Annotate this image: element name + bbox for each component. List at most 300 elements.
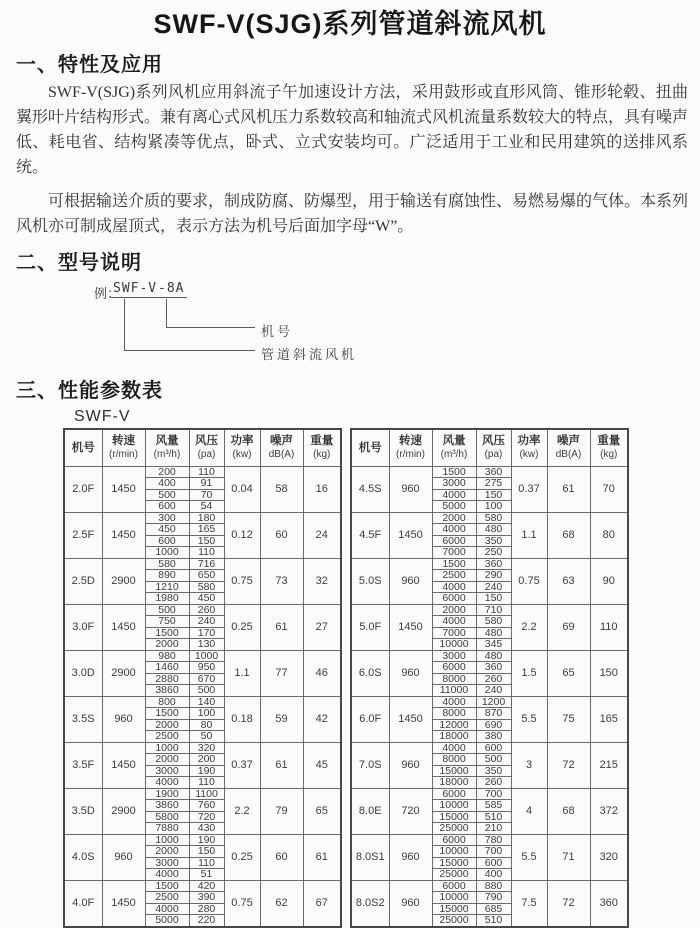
- col-header-speed: 转速 (r/min): [102, 429, 145, 466]
- power-cell: 0.25: [224, 604, 260, 650]
- features-paragraph-1: SWF-V(SJG)系列风机应用斜流子午加速设计方法，采用鼓形或直形风筒、锥形轮毂、扭曲翼形叶片结构形式。兼有离心式风机压力系数较高和轴流式风机流量系数较大的特点，具有噪声低、耗电省、结构紧凑等优点，卧式、立式安装均可。广泛适用于工业和民用建筑的送排风系统。: [16, 84, 689, 176]
- table-row: [64, 880, 341, 892]
- speed-cell: 960: [389, 558, 432, 604]
- pressure-cell: 360: [476, 466, 511, 478]
- pressure-cell: 360: [476, 662, 511, 674]
- pressure-cell: 240: [476, 685, 511, 697]
- pressure-cell: 140: [189, 696, 224, 708]
- section-heading-model: 二、型号说明: [16, 252, 142, 274]
- pressure-cell: 360: [476, 558, 511, 570]
- flow-cell: 1500: [145, 627, 189, 639]
- weight-cell: 42: [303, 696, 341, 742]
- flow-cell: 1210: [145, 581, 189, 593]
- pressure-cell: 430: [189, 823, 224, 835]
- flow-cell: 6000: [432, 788, 476, 800]
- speed-cell: 1450: [102, 604, 145, 650]
- speed-cell: 960: [389, 834, 432, 880]
- pressure-cell: 390: [189, 892, 224, 904]
- power-cell: 1.5: [511, 650, 547, 696]
- flow-cell: 7880: [145, 823, 189, 835]
- pressure-cell: 1100: [189, 788, 224, 800]
- flow-cell: 3000: [432, 478, 476, 490]
- power-cell: 5.5: [511, 834, 547, 880]
- flow-cell: 15000: [432, 811, 476, 823]
- flow-cell: 4000: [432, 524, 476, 536]
- weight-cell: 360: [590, 880, 628, 927]
- features-paragraph-2: 可根据输送介质的要求，制成防腐、防爆型，用于输送有腐蚀性、易燃易爆的气体。本系列风机亦可制成屋顶式，表示方法为机号后面加字母“W”。: [16, 193, 689, 235]
- model-cell: 4.5S: [351, 466, 389, 512]
- pressure-cell: 600: [476, 742, 511, 754]
- noise-cell: 60: [260, 512, 303, 558]
- pressure-cell: 760: [189, 800, 224, 812]
- pressure-cell: 70: [189, 489, 224, 501]
- flow-cell: 15000: [432, 765, 476, 777]
- table-row: [64, 696, 341, 708]
- noise-cell: 75: [547, 696, 590, 742]
- noise-cell: 60: [260, 834, 303, 880]
- table-row: [351, 834, 628, 846]
- flow-cell: 25000: [432, 823, 476, 835]
- model-cell: 6.0F: [351, 696, 389, 742]
- flow-cell: 890: [145, 570, 189, 582]
- pressure-cell: 250: [476, 547, 511, 559]
- flow-cell: 2000: [145, 846, 189, 858]
- pressure-cell: 54: [189, 501, 224, 513]
- pressure-cell: 580: [476, 616, 511, 628]
- power-cell: 2.2: [511, 604, 547, 650]
- flow-cell: 5000: [432, 501, 476, 513]
- power-cell: 0.75: [224, 880, 260, 927]
- table-row: [351, 512, 628, 524]
- flow-cell: 6000: [432, 662, 476, 674]
- flow-cell: 6000: [432, 593, 476, 605]
- model-cell: 7.0S: [351, 742, 389, 788]
- noise-cell: 73: [260, 558, 303, 604]
- speed-cell: 720: [389, 788, 432, 834]
- flow-cell: 5000: [145, 915, 189, 927]
- weight-cell: 67: [303, 880, 341, 927]
- pressure-cell: 580: [476, 512, 511, 524]
- model-cell: 3.0F: [64, 604, 102, 650]
- flow-cell: 10000: [432, 639, 476, 651]
- flow-cell: 1500: [432, 466, 476, 478]
- noise-cell: 58: [260, 466, 303, 512]
- pressure-cell: 450: [189, 593, 224, 605]
- flow-cell: 750: [145, 616, 189, 628]
- flow-cell: 1000: [145, 547, 189, 559]
- flow-cell: 4000: [432, 742, 476, 754]
- power-cell: 4: [511, 788, 547, 834]
- col-header-pressure: 风压 (pa): [189, 429, 224, 466]
- pressure-cell: 700: [476, 846, 511, 858]
- flow-cell: 400: [145, 478, 189, 490]
- speed-cell: 1450: [102, 880, 145, 927]
- power-cell: 0.04: [224, 466, 260, 512]
- performance-table-label: SWF-V: [74, 408, 131, 425]
- pressure-cell: 510: [476, 915, 511, 927]
- pressure-cell: 716: [189, 558, 224, 570]
- noise-cell: 62: [260, 880, 303, 927]
- pressure-cell: 260: [476, 673, 511, 685]
- flow-cell: 3000: [145, 765, 189, 777]
- model-code-diagram: [0, 279, 700, 367]
- speed-cell: 960: [389, 650, 432, 696]
- performance-tables: [63, 428, 700, 928]
- col-header-pressure: 风压 (pa): [476, 429, 511, 466]
- flow-cell: 3000: [145, 857, 189, 869]
- pressure-cell: 150: [476, 489, 511, 501]
- pressure-cell: 700: [476, 788, 511, 800]
- table-row: [351, 788, 628, 800]
- pressure-cell: 275: [476, 478, 511, 490]
- table-row: [64, 788, 341, 800]
- model-cell: 8.0S2: [351, 880, 389, 927]
- flow-cell: 450: [145, 524, 189, 536]
- noise-cell: 71: [547, 834, 590, 880]
- table-row: [64, 650, 341, 662]
- noise-cell: 68: [547, 788, 590, 834]
- flow-cell: 4000: [145, 777, 189, 789]
- pressure-cell: 110: [189, 466, 224, 478]
- flow-cell: 4000: [145, 903, 189, 915]
- power-cell: 0.37: [511, 466, 547, 512]
- col-header-flow: 风量 (m³/h): [145, 429, 189, 466]
- pressure-cell: 150: [189, 535, 224, 547]
- noise-cell: 61: [260, 742, 303, 788]
- col-header-weight: 重量 (kg): [303, 429, 341, 466]
- speed-cell: 960: [102, 834, 145, 880]
- col-header-power: 功率 (kw): [224, 429, 260, 466]
- flow-cell: 10000: [432, 892, 476, 904]
- pressure-cell: 190: [189, 834, 224, 846]
- flow-cell: 1000: [145, 834, 189, 846]
- weight-cell: 70: [590, 466, 628, 512]
- weight-cell: 16: [303, 466, 341, 512]
- speed-cell: 2900: [102, 650, 145, 696]
- table-row: [64, 512, 341, 524]
- pressure-cell: 260: [476, 777, 511, 789]
- flow-cell: 6000: [432, 834, 476, 846]
- flow-cell: 1460: [145, 662, 189, 674]
- weight-cell: 372: [590, 788, 628, 834]
- weight-cell: 46: [303, 650, 341, 696]
- pressure-cell: 480: [476, 627, 511, 639]
- model-cell: 8.0E: [351, 788, 389, 834]
- col-header-model: 机号: [351, 429, 389, 466]
- flow-cell: 1500: [145, 880, 189, 892]
- pressure-cell: 110: [189, 857, 224, 869]
- power-cell: 1.1: [511, 512, 547, 558]
- flow-cell: 7000: [432, 547, 476, 559]
- flow-cell: 6000: [432, 535, 476, 547]
- pressure-cell: 260: [189, 604, 224, 616]
- pressure-cell: 170: [189, 627, 224, 639]
- speed-cell: 1450: [102, 466, 145, 512]
- pressure-cell: 600: [476, 857, 511, 869]
- power-cell: 3: [511, 742, 547, 788]
- model-cell: 8.0S1: [351, 834, 389, 880]
- noise-cell: 72: [547, 742, 590, 788]
- power-cell: 2.2: [224, 788, 260, 834]
- weight-cell: 320: [590, 834, 628, 880]
- flow-cell: 580: [145, 558, 189, 570]
- col-header-noise: 噪声 dB(A): [547, 429, 590, 466]
- weight-cell: 110: [590, 604, 628, 650]
- power-cell: 0.12: [224, 512, 260, 558]
- power-cell: 0.18: [224, 696, 260, 742]
- flow-cell: 18000: [432, 777, 476, 789]
- flow-cell: 2500: [145, 731, 189, 743]
- speed-cell: 2900: [102, 788, 145, 834]
- pressure-cell: 150: [476, 593, 511, 605]
- callout-label-series: 管道斜流风机: [261, 347, 358, 362]
- pressure-cell: 280: [189, 903, 224, 915]
- pressure-cell: 580: [189, 581, 224, 593]
- flow-cell: 980: [145, 650, 189, 662]
- model-example-label: 例：: [94, 286, 121, 301]
- pressure-cell: 91: [189, 478, 224, 490]
- flow-cell: 500: [145, 489, 189, 501]
- pressure-cell: 650: [189, 570, 224, 582]
- col-header-flow: 风量 (m³/h): [432, 429, 476, 466]
- pressure-cell: 690: [476, 719, 511, 731]
- pressure-cell: 420: [189, 880, 224, 892]
- pressure-cell: 130: [189, 639, 224, 651]
- noise-cell: 65: [547, 650, 590, 696]
- model-cell: 6.0S: [351, 650, 389, 696]
- model-cell: 2.5F: [64, 512, 102, 558]
- col-header-noise: 噪声 dB(A): [260, 429, 303, 466]
- noise-cell: 77: [260, 650, 303, 696]
- flow-cell: 10000: [432, 800, 476, 812]
- callout-label-size: 机号: [261, 324, 294, 339]
- pressure-cell: 345: [476, 639, 511, 651]
- pressure-cell: 480: [476, 524, 511, 536]
- pressure-cell: 870: [476, 708, 511, 720]
- pressure-cell: 720: [189, 811, 224, 823]
- pressure-cell: 585: [476, 800, 511, 812]
- pressure-cell: 110: [189, 777, 224, 789]
- flow-cell: 300: [145, 512, 189, 524]
- flow-cell: 4000: [432, 489, 476, 501]
- table-row: [64, 742, 341, 754]
- pressure-cell: 165: [189, 524, 224, 536]
- pressure-cell: 1200: [476, 696, 511, 708]
- flow-cell: 2500: [432, 570, 476, 582]
- model-cell: 5.0S: [351, 558, 389, 604]
- flow-cell: 8000: [432, 754, 476, 766]
- col-header-weight: 重量 (kg): [590, 429, 628, 466]
- pressure-cell: 100: [476, 501, 511, 513]
- flow-cell: 25000: [432, 869, 476, 881]
- pressure-cell: 780: [476, 834, 511, 846]
- weight-cell: 150: [590, 650, 628, 696]
- weight-cell: 32: [303, 558, 341, 604]
- model-size-code: -8A: [155, 281, 187, 298]
- pressure-cell: 880: [476, 880, 511, 892]
- model-cell: 4.5F: [351, 512, 389, 558]
- col-header-speed: 转速 (r/min): [389, 429, 432, 466]
- table-row: [351, 696, 628, 708]
- flow-cell: 18000: [432, 731, 476, 743]
- pressure-cell: 685: [476, 903, 511, 915]
- table-row: [351, 466, 628, 478]
- noise-cell: 59: [260, 696, 303, 742]
- power-cell: 7.5: [511, 880, 547, 927]
- weight-cell: 90: [590, 558, 628, 604]
- speed-cell: 1450: [102, 742, 145, 788]
- noise-cell: 68: [547, 512, 590, 558]
- model-cell: 3.5F: [64, 742, 102, 788]
- pressure-cell: 500: [476, 754, 511, 766]
- noise-cell: 61: [260, 604, 303, 650]
- weight-cell: 45: [303, 742, 341, 788]
- weight-cell: 215: [590, 742, 628, 788]
- pressure-cell: 950: [189, 662, 224, 674]
- pressure-cell: 210: [476, 823, 511, 835]
- flow-cell: 4000: [145, 869, 189, 881]
- flow-cell: 500: [145, 604, 189, 616]
- flow-cell: 12000: [432, 719, 476, 731]
- flow-cell: 1980: [145, 593, 189, 605]
- weight-cell: 27: [303, 604, 341, 650]
- table-row: [64, 558, 341, 570]
- flow-cell: 3000: [432, 650, 476, 662]
- flow-cell: 2000: [145, 754, 189, 766]
- pressure-cell: 480: [476, 650, 511, 662]
- table-row: [351, 558, 628, 570]
- table-row: [351, 880, 628, 892]
- weight-cell: 80: [590, 512, 628, 558]
- flow-cell: 600: [145, 501, 189, 513]
- pressure-cell: 320: [189, 742, 224, 754]
- power-cell: 0.25: [224, 834, 260, 880]
- page-title: SWF-V(SJG)系列管道斜流风机: [153, 9, 547, 39]
- power-cell: 1.1: [224, 650, 260, 696]
- flow-cell: 8000: [432, 708, 476, 720]
- pressure-cell: 180: [189, 512, 224, 524]
- noise-cell: 69: [547, 604, 590, 650]
- table-row: [351, 604, 628, 616]
- model-cell: 4.0F: [64, 880, 102, 927]
- pressure-cell: 80: [189, 719, 224, 731]
- flow-cell: 4000: [432, 581, 476, 593]
- flow-cell: 6000: [432, 880, 476, 892]
- flow-cell: 3860: [145, 800, 189, 812]
- flow-cell: 15000: [432, 857, 476, 869]
- col-header-model: 机号: [64, 429, 102, 466]
- noise-cell: 61: [547, 466, 590, 512]
- pressure-cell: 290: [476, 570, 511, 582]
- table-row: [64, 466, 341, 478]
- power-cell: 0.75: [224, 558, 260, 604]
- flow-cell: 200: [145, 466, 189, 478]
- pressure-cell: 110: [189, 547, 224, 559]
- speed-cell: 1450: [102, 512, 145, 558]
- callout-line-series: [124, 299, 255, 351]
- speed-cell: 1450: [389, 512, 432, 558]
- speed-cell: 960: [389, 880, 432, 927]
- pressure-cell: 240: [189, 616, 224, 628]
- flow-cell: 4000: [432, 616, 476, 628]
- model-cell: 2.0F: [64, 466, 102, 512]
- model-cell: 2.5D: [64, 558, 102, 604]
- flow-cell: 2000: [145, 639, 189, 651]
- pressure-cell: 500: [189, 685, 224, 697]
- speed-cell: 960: [102, 696, 145, 742]
- speed-cell: 1450: [389, 696, 432, 742]
- flow-cell: 2000: [432, 512, 476, 524]
- power-cell: 0.75: [511, 558, 547, 604]
- model-cell: 3.0D: [64, 650, 102, 696]
- weight-cell: 65: [303, 788, 341, 834]
- pressure-cell: 380: [476, 731, 511, 743]
- flow-cell: 2000: [145, 719, 189, 731]
- flow-cell: 1900: [145, 788, 189, 800]
- speed-cell: 1450: [389, 604, 432, 650]
- flow-cell: 2880: [145, 673, 189, 685]
- table-row: [64, 834, 341, 846]
- flow-cell: 8000: [432, 673, 476, 685]
- pressure-cell: 190: [189, 765, 224, 777]
- flow-cell: 600: [145, 535, 189, 547]
- model-cell: 3.5D: [64, 788, 102, 834]
- pressure-cell: 240: [476, 581, 511, 593]
- flow-cell: 5800: [145, 811, 189, 823]
- flow-cell: 1500: [145, 708, 189, 720]
- table-row: [64, 604, 341, 616]
- flow-cell: 7000: [432, 627, 476, 639]
- model-cell: 4.0S: [64, 834, 102, 880]
- speed-cell: 960: [389, 466, 432, 512]
- pressure-cell: 510: [476, 811, 511, 823]
- pressure-cell: 200: [189, 754, 224, 766]
- section-heading-performance: 三、性能参数表: [16, 380, 163, 402]
- pressure-cell: 50: [189, 731, 224, 743]
- model-cell: 3.5S: [64, 696, 102, 742]
- flow-cell: 4000: [432, 696, 476, 708]
- table-row: [351, 650, 628, 662]
- flow-cell: 1000: [145, 742, 189, 754]
- table-row: [351, 742, 628, 754]
- power-cell: 0.37: [224, 742, 260, 788]
- flow-cell: 10000: [432, 846, 476, 858]
- pressure-cell: 220: [189, 915, 224, 927]
- pressure-cell: 400: [476, 869, 511, 881]
- pressure-cell: 350: [476, 535, 511, 547]
- performance-table-right: [350, 428, 629, 928]
- power-cell: 5.5: [511, 696, 547, 742]
- pressure-cell: 350: [476, 765, 511, 777]
- pressure-cell: 790: [476, 892, 511, 904]
- noise-cell: 72: [547, 880, 590, 927]
- flow-cell: 25000: [432, 915, 476, 927]
- flow-cell: 2500: [145, 892, 189, 904]
- col-header-power: 功率 (kw): [511, 429, 547, 466]
- pressure-cell: 51: [189, 869, 224, 881]
- pressure-cell: 150: [189, 846, 224, 858]
- weight-cell: 165: [590, 696, 628, 742]
- pressure-cell: 1000: [189, 650, 224, 662]
- pressure-cell: 710: [476, 604, 511, 616]
- flow-cell: 1500: [432, 558, 476, 570]
- flow-cell: 15000: [432, 903, 476, 915]
- weight-cell: 61: [303, 834, 341, 880]
- flow-cell: 3860: [145, 685, 189, 697]
- flow-cell: 2000: [432, 604, 476, 616]
- pressure-cell: 100: [189, 708, 224, 720]
- weight-cell: 24: [303, 512, 341, 558]
